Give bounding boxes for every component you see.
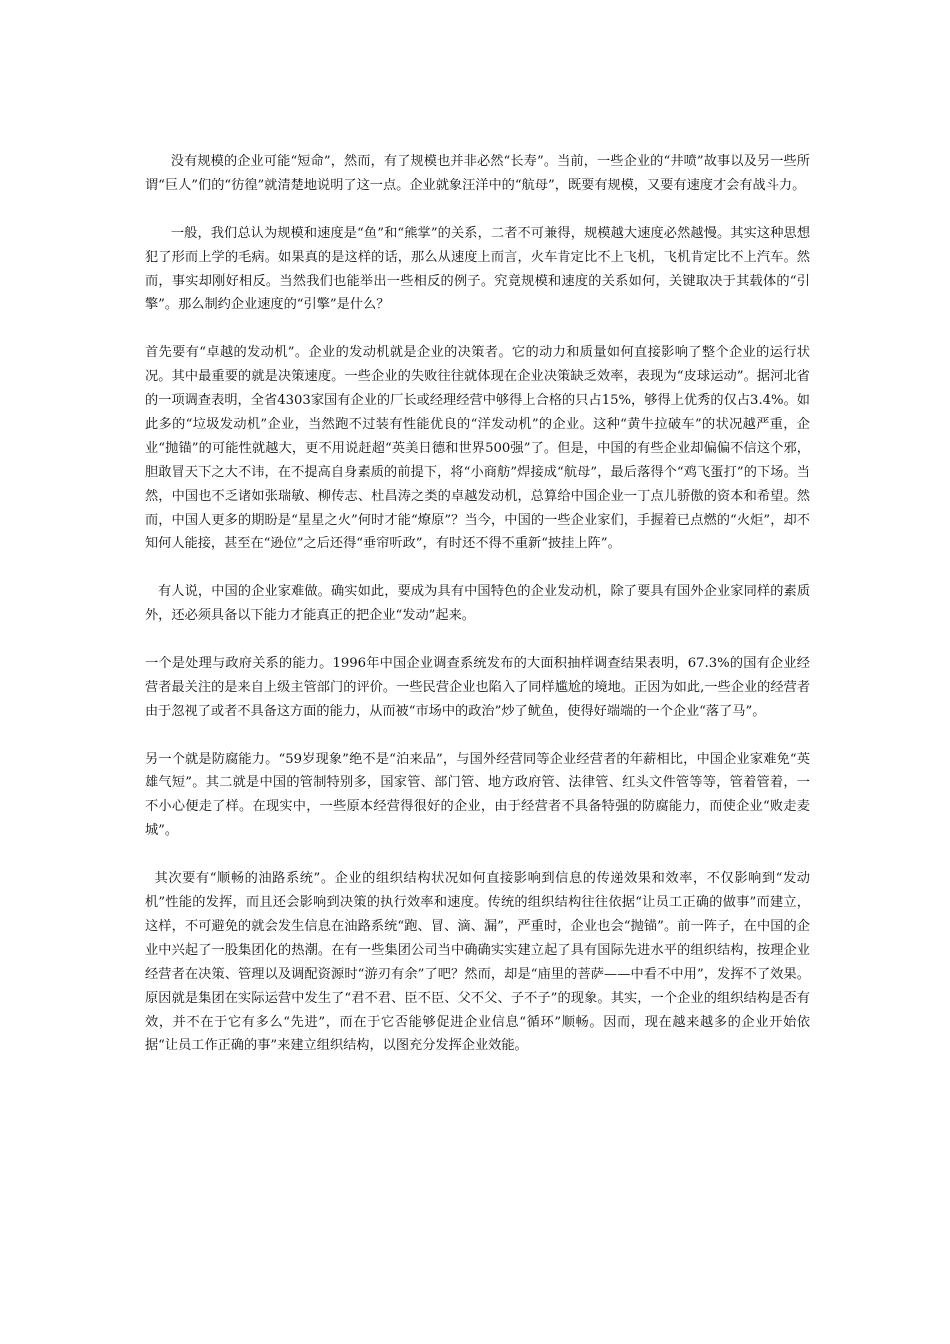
paragraph-entrepreneurs-hard: 有人说，中国的企业家难做。确实如此，要成为具有中国特色的企业发动机，除了要具有国外企业家同样的素质外，还必须具备以下能力才能真正的把企业“发动”起来。 [145, 584, 811, 624]
paragraph-spacer [145, 317, 810, 341]
paragraph-scale-and-speed: 一般，我们总认为规模和速度是“鱼”和“熊掌”的关系，二者不可兼得，规模越大速度必然越慢。其实这种思想犯了形而上学的毛病。如果真的是这样的话，那么从速度上而言，火车肯定比不上飞机，飞机肯定比不上汽车。然而，事实却刚好相反。当然我们也能举出一些相反的例子。究竟规模和速度的关系如何，关键取决于其载体的“引擎”。那么制约企业速度的“引擎”是什么？ [145, 225, 811, 313]
paragraph-excellent-engine: 首先要有“卓越的发动机”。企业的发动机就是企业的决策者。它的动力和质量如何直接影响了整个企业的运行状况。其中最重要的就是决策速度。一些企业的失败往往就体现在企业决策缺乏效率，表现为“皮球运动”。据河北省的一项调查表明，全省4303家国有企业的厂长或经理经营中够得上合格的只占15%，够得上优秀的仅占3.4%。如此多的“垃圾发动机”企业，当然跑不过装有性能优良的“洋发动机”的企业。这种“黄牛拉破车”的状况越严重，企业“抛锚”的可能性就越大，更不用说赶超“英美日德和世界500强”了。但是，中国的有些企业却偏偏不信这个邪，胆敢冒天下之大不讳，在不提高自身素质的前提下，将“小商舫”焊接成“航母”，最后落得个“鸡飞蛋打”的下场。当然，中国也不乏诸如张瑞敏、柳传志、杜昌涛之类的卓越发动机，总算给中国企业一丁点儿骄傲的资本和希望。然而，中国人更多的期盼是“星星之火”何时才能“燎原”？当今，中国的一些企业家们，手握着已点燃的“火炬”，却不知何人能接，甚至在“逊位”之后还得“垂帘听政”，有时还不得不重新“披挂上阵”。 [145, 345, 810, 552]
paragraph-smooth-oil-system: 其次要有“顺畅的油路系统”。企业的组织结构状况如何直接影响到信息的传递效果和效率，不仅影响到“发动机”性能的发挥，而且还会影响到决策的执行效率和速度。传统的组织结构往往依据“让员工正确的做事”而建立，这样，不可避免的就会发生信息在油路系统“跑、冒、滴、漏”，严重时，企业也会“抛锚”。前一阵子，在中国的企业中兴起了一股集团化的热潮。在有一些集团公司当中确确实实建立起了具有国际先进水平的组织结构，按理企业经营者在决策、管理以及调配资源时“游刃有余”了吧？然而，却是“庙里的菩萨——中看不中用”，发挥不了效果。原因就是集团在实际运营中发生了“君不君、臣不臣、父不父、子不子”的现象。其实，一个企业的组织结构是否有效，并不在于它有多么“先进”，而在于它否能够促进企业信息“循环”顺畅。因而，现在越来越多的企业开始依据“让员工作正确的事”来建立组织结构，以图充分发挥企业效能。 [145, 871, 810, 1054]
paragraph-spacer [145, 556, 810, 580]
document-body [145, 150, 810, 1058]
paragraph-anti-corruption: 另一个就是防腐能力。“59岁现象”绝不是“泊来品”，与国外经营同等企业经营者的年薪相比，中国企业家难免“英雄气短”。其二就是中国的管制特别多，国家管、部门管、地方政府管、法律管、红头文件管等等，管着管着，一不小心便走了样。在现实中，一些原本经营得很好的企业，由于经营者不具备特强的防腐能力，而使企业“败走麦城”。 [145, 751, 810, 839]
paragraph-spacer [145, 724, 810, 748]
paragraph-scale-and-lifespan: 没有规模的企业可能“短命”，然而，有了规模也并非必然“长寿”。当前，一些企业的“井喷”故事以及另一些所谓“巨人”们的“彷徨”就清楚地说明了这一点。企业就象汪洋中的“航母”，既要有规模，又要有速度才会有战斗力。 [145, 154, 810, 193]
paragraph-spacer [145, 843, 810, 867]
paragraph-government-relations: 一个是处理与政府关系的能力。1996年中国企业调查系统发布的大面积抽样调查结果表明，67.3%的国有企业经营者最关注的是来自上级主管部门的评价。一些民营企业也陷入了同样尴尬的境地。正因为如此,一些企业的经营者由于忽视了或者不具备这方面的能力，从而被“市场中的政治”炒了鱿鱼，使得好端端的一个企业“落了马”。 [145, 655, 810, 719]
paragraph-spacer [145, 628, 810, 652]
paragraph-spacer [145, 198, 810, 222]
